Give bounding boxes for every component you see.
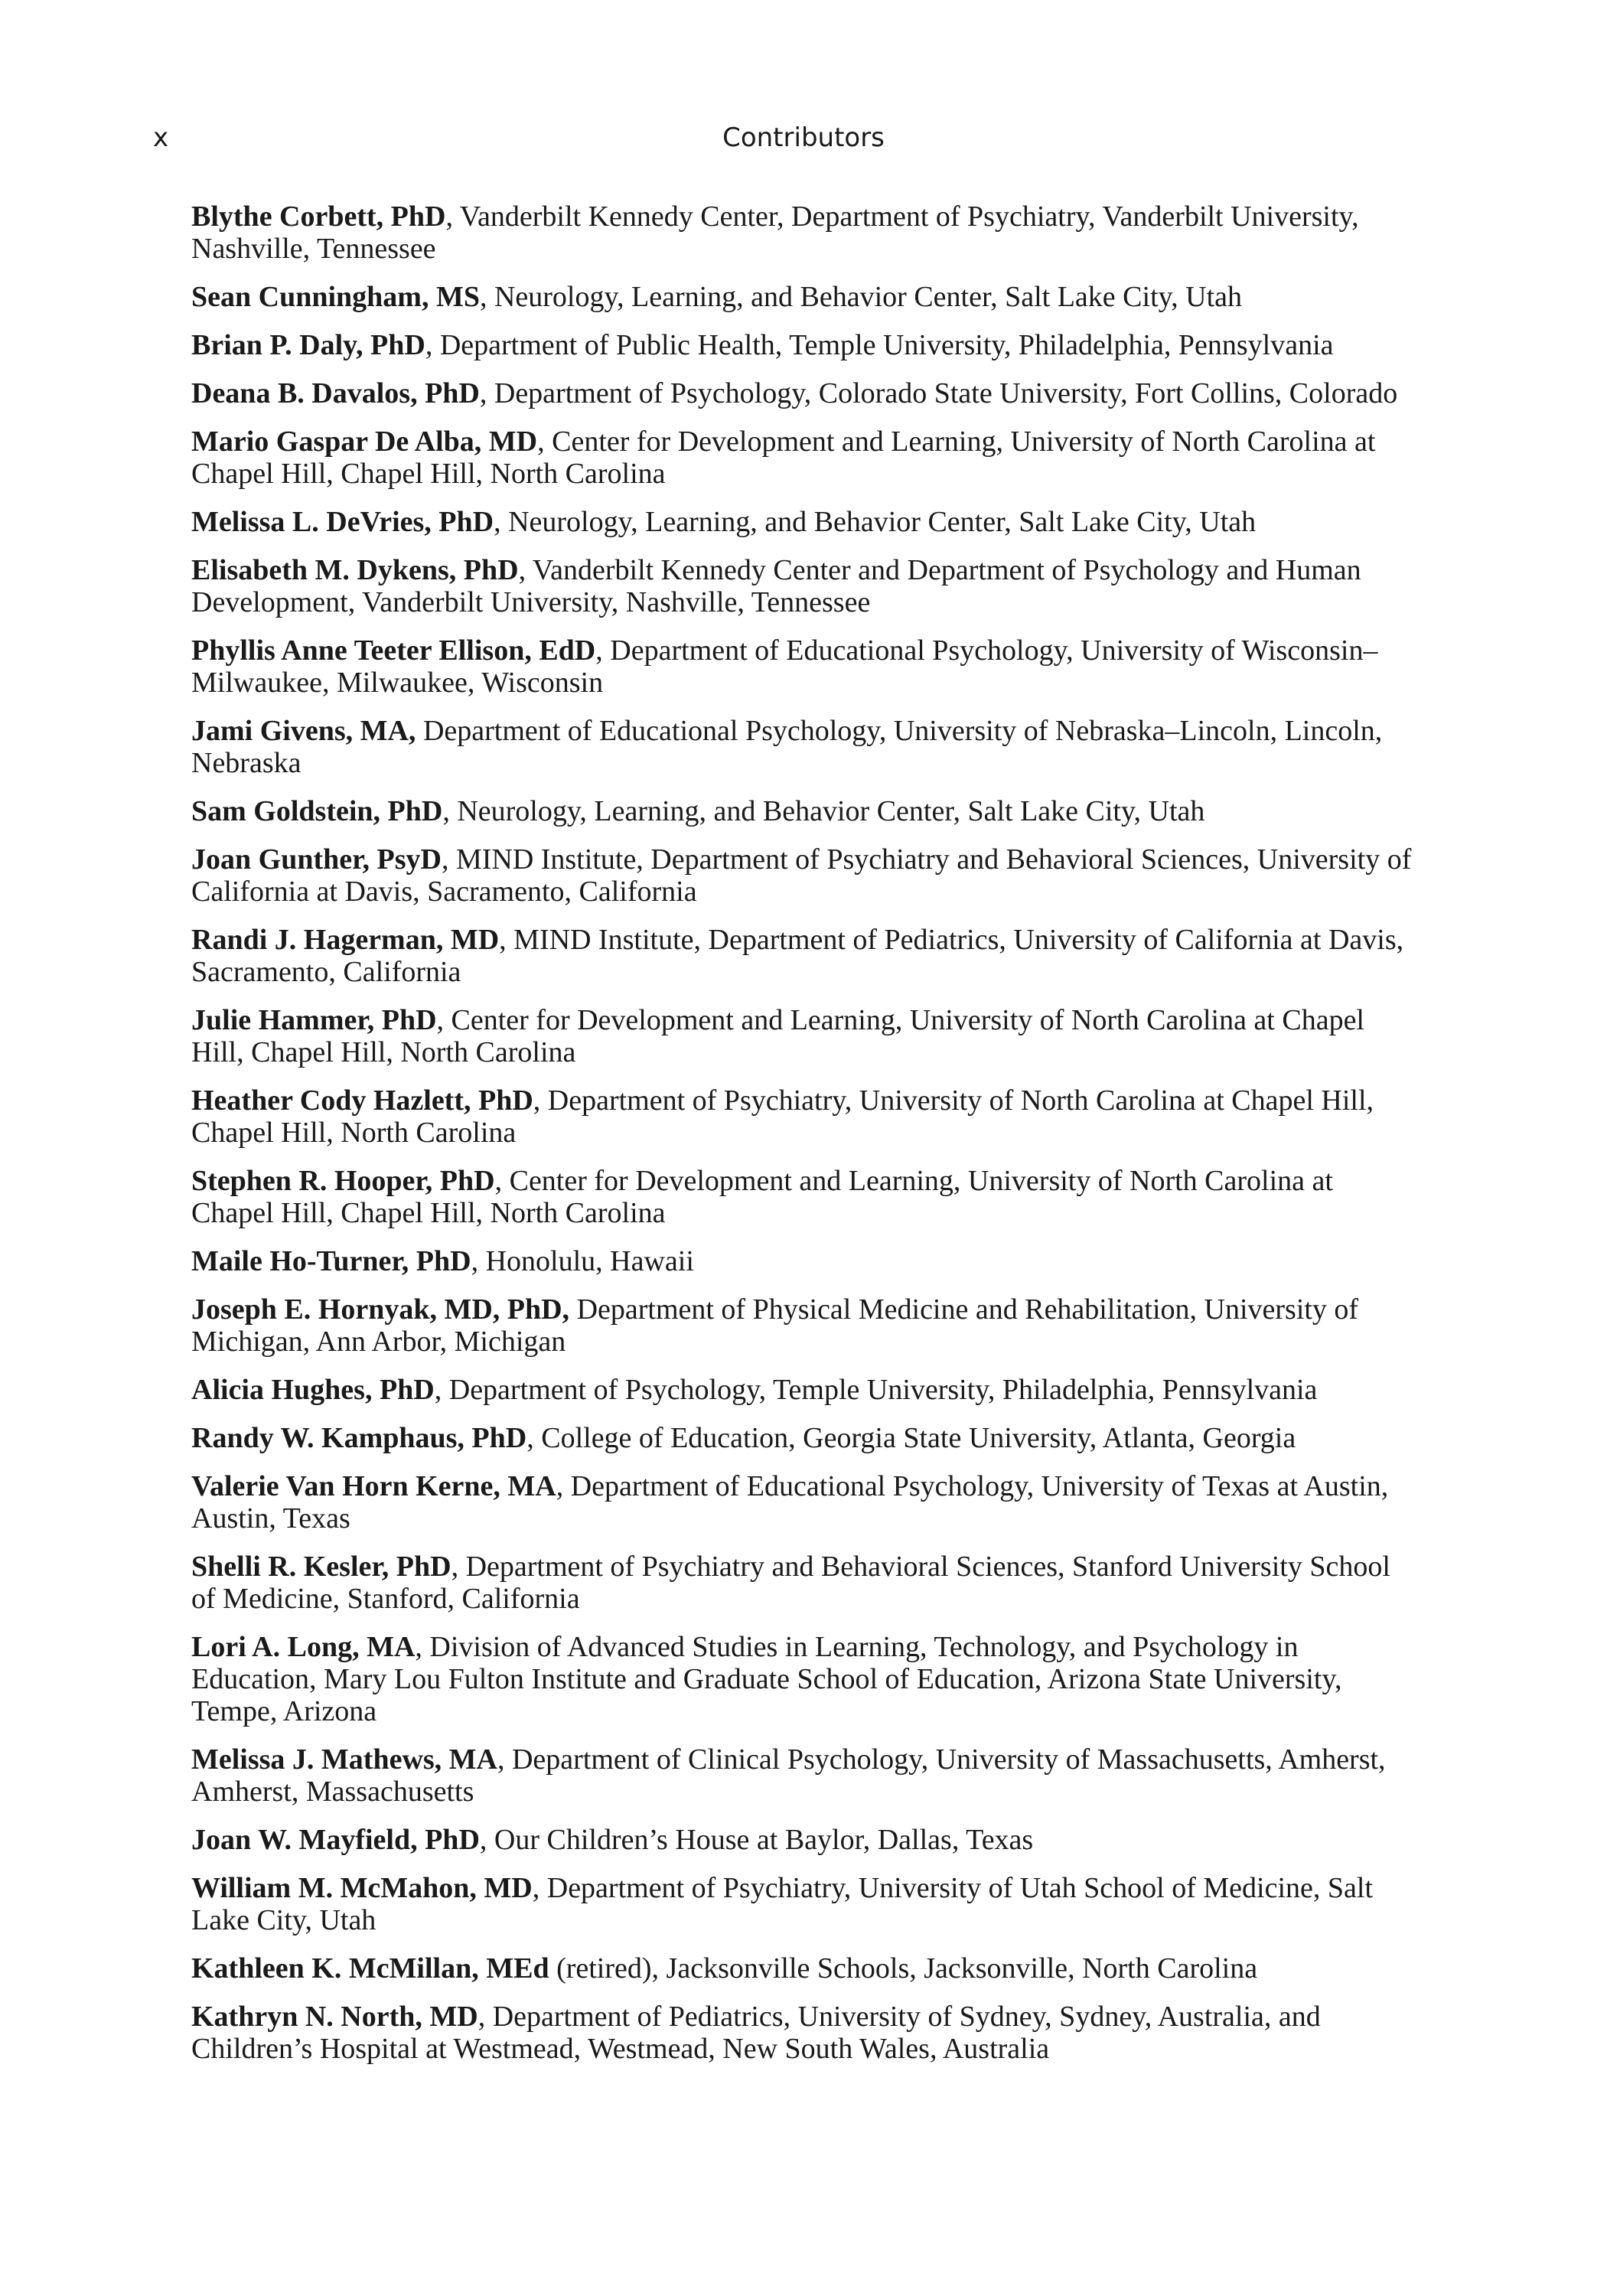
contributor-entry: [191, 506, 1416, 538]
running-head: Contributors: [722, 122, 885, 153]
contributor-affiliation: Department of Psychology, Colorado State University, Fort Collins, Colorado: [494, 377, 1398, 409]
contributor-name: Blythe Corbett, PhD: [191, 201, 446, 233]
separator: ,: [494, 506, 509, 538]
contributor-name: Valerie Van Horn Kerne, MA: [191, 1470, 556, 1502]
contributor-affiliation: Department of Educational Psychology, University of Nebraska–Lincoln, Lincoln, Nebraska: [191, 715, 1383, 779]
contributor-affiliation: College of Education, Georgia State University, Atlanta, Georgia: [541, 1422, 1296, 1454]
separator: ,: [436, 1004, 451, 1036]
contributor-name: Kathryn N. North, MD: [191, 2001, 478, 2033]
contributor-affiliation: MIND Institute, Department of Pediatrics, University of California at Davis, Sacramento, California: [191, 924, 1404, 988]
contributor-affiliation: Department of Psychiatry, University of Utah School of Medicine, Salt Lake City, Utah: [191, 1872, 1374, 1936]
contributor-entry: [191, 924, 1416, 988]
separator: ,: [479, 281, 494, 313]
contributor-entry: [191, 2001, 1416, 2065]
contributor-name: Kathleen K. McMillan, MEd: [191, 1952, 549, 1985]
contributor-affiliation: (retired), Jacksonville Schools, Jacksonville, North Carolina: [556, 1952, 1258, 1985]
contributor-affiliation: Neurology, Learning, and Behavior Center, Salt Lake City, Utah: [494, 281, 1243, 313]
separator: ,: [497, 1743, 512, 1776]
contributor-entry: [191, 1551, 1416, 1615]
contributor-entry: [191, 1084, 1416, 1149]
separator: ,: [442, 795, 458, 827]
separator: ,: [451, 1551, 466, 1583]
contributor-affiliation: Our Children’s House at Baylor, Dallas, Texas: [494, 1824, 1034, 1856]
contributor-entry: [191, 329, 1416, 361]
contributor-name: Heather Cody Hazlett, PhD: [191, 1084, 533, 1117]
separator: ,: [556, 1470, 571, 1502]
separator: ,: [479, 377, 494, 409]
contributor-affiliation: Department of Psychiatry and Behavioral Sciences, Stanford University School of Medicine, Stanford, California: [191, 1551, 1390, 1615]
contributor-name: Maile Ho-Turner, PhD: [191, 1245, 471, 1277]
contributor-name: Jami Givens, MA,: [191, 715, 416, 747]
contributor-affiliation: Department of Public Health, Temple University, Philadelphia, Pennsylvania: [439, 329, 1334, 361]
contributor-name: Shelli R. Kesler, PhD: [191, 1551, 451, 1583]
separator: ,: [518, 554, 533, 586]
separator: ,: [434, 1374, 449, 1406]
contributor-affiliation: Department of Physical Medicine and Rehabilitation, University of Michigan, Ann Arbor, Michigan: [191, 1293, 1359, 1358]
page-number: x: [153, 122, 169, 153]
separator: [549, 1952, 557, 1985]
contributor-affiliation: Department of Psychiatry, University of North Carolina at Chapel Hill, Chapel Hill, North Carolina: [191, 1084, 1374, 1149]
contributor-entry: [191, 1631, 1416, 1727]
separator: ,: [471, 1245, 486, 1277]
contributor-affiliation: Department of Psychology, Temple University, Philadelphia, Pennsylvania: [448, 1374, 1318, 1406]
separator: [416, 715, 423, 747]
contributor-name: William M. McMahon, MD: [191, 1872, 533, 1904]
contributor-affiliation: Department of Educational Psychology, University of Texas at Austin, Austin, Texas: [191, 1470, 1389, 1534]
separator: ,: [479, 1824, 494, 1856]
contributor-entry: [191, 281, 1416, 313]
contributor-affiliation: Vanderbilt Kennedy Center and Department of Psychology and Human Development, Vanderbilt University, Nashville, Tennessee: [191, 554, 1361, 618]
contributor-name: Joseph E. Hornyak, MD, PhD,: [191, 1293, 570, 1326]
contributor-name: Alicia Hughes, PhD: [191, 1374, 435, 1406]
contributor-affiliation: Division of Advanced Studies in Learning, Technology, and Psychology in Education, Mary Lou Fulton Institute and Graduate School of Education, Arizona State University, Tempe, Arizona: [191, 1631, 1342, 1727]
contributor-name: Phyllis Anne Teeter Ellison, EdD: [191, 634, 596, 667]
contributor-affiliation: MIND Institute, Department of Psychiatry and Behavioral Sciences, University of California at Davis, Sacramento, California: [191, 843, 1412, 908]
separator: ,: [445, 201, 460, 233]
separator: [569, 1293, 577, 1326]
contributor-entry: [191, 1374, 1416, 1406]
separator: ,: [532, 1872, 547, 1904]
contributor-name: Randy W. Kamphaus, PhD: [191, 1422, 527, 1454]
separator: ,: [415, 1631, 430, 1663]
contributor-name: Lori A. Long, MA: [191, 1631, 416, 1663]
separator: ,: [499, 924, 514, 956]
contributor-name: Randi J. Hagerman, MD: [191, 924, 500, 956]
contributor-entry: [191, 1165, 1416, 1229]
contributor-affiliation: Neurology, Learning, and Behavior Center, Salt Lake City, Utah: [508, 506, 1257, 538]
contributor-affiliation: Center for Development and Learning, University of North Carolina at Chapel Hill, Chapel Hill, North Carolina: [191, 426, 1376, 490]
contributor-affiliation: Honolulu, Hawaii: [485, 1245, 694, 1277]
contributor-name: Joan W. Mayfield, PhD: [191, 1824, 480, 1856]
contributor-name: Sam Goldstein, PhD: [191, 795, 443, 827]
contributor-name: Joan Gunther, PsyD: [191, 843, 442, 876]
contributor-entry: [191, 1422, 1416, 1454]
contributor-name: Sean Cunningham, MS: [191, 281, 480, 313]
contributor-entry: [191, 426, 1416, 490]
contributor-entry: [191, 634, 1416, 699]
contributor-entry: [191, 1952, 1416, 1985]
contributor-affiliation: Center for Development and Learning, University of North Carolina at Chapel Hill, Chapel Hill, North Carolina: [191, 1165, 1333, 1229]
contributor-name: Elisabeth M. Dykens, PhD: [191, 554, 519, 586]
contributor-entry: [191, 795, 1416, 827]
contributor-entry: [191, 554, 1416, 618]
separator: ,: [533, 1084, 548, 1117]
contributor-name: Melissa J. Mathews, MA: [191, 1743, 497, 1776]
contributor-affiliation: Department of Educational Psychology, University of Wisconsin–Milwaukee, Milwaukee, Wisconsin: [191, 634, 1378, 699]
contributor-affiliation: Department of Pediatrics, University of Sydney, Sydney, Australia, and Children’s Hospital at Westmead, Westmead, New South Wales, Australia: [191, 2001, 1321, 2065]
contributor-entry: [191, 1743, 1416, 1808]
contributor-name: Brian P. Daly, PhD: [191, 329, 425, 361]
separator: ,: [526, 1422, 542, 1454]
contributor-name: Stephen R. Hooper, PhD: [191, 1165, 495, 1197]
contributor-affiliation: Center for Development and Learning, University of North Carolina at Chapel Hill, Chapel Hill, North Carolina: [191, 1004, 1364, 1068]
contributor-entry: [191, 715, 1416, 779]
separator: ,: [478, 2001, 493, 2033]
contributor-entry: [191, 843, 1416, 908]
contributor-entry: [191, 201, 1416, 265]
contributor-entry: [191, 377, 1416, 409]
separator: ,: [595, 634, 611, 667]
contributor-list: [191, 201, 1416, 2081]
contributor-entry: [191, 1872, 1416, 1936]
contributor-name: Melissa L. DeVries, PhD: [191, 506, 494, 538]
separator: ,: [441, 843, 456, 876]
contributor-affiliation: Department of Clinical Psychology, University of Massachusetts, Amherst, Amherst, Massachusetts: [191, 1743, 1386, 1808]
contributor-name: Julie Hammer, PhD: [191, 1004, 437, 1036]
separator: ,: [494, 1165, 510, 1197]
contributor-entry: [191, 1245, 1416, 1277]
contributor-entry: [191, 1004, 1416, 1068]
contributor-name: Deana B. Davalos, PhD: [191, 377, 480, 409]
contributor-entry: [191, 1470, 1416, 1534]
separator: ,: [425, 329, 440, 361]
separator: ,: [537, 426, 553, 458]
contributor-entry: [191, 1293, 1416, 1358]
contributor-name: Mario Gaspar De Alba, MD: [191, 426, 538, 458]
contributor-entry: [191, 1824, 1416, 1856]
contributor-affiliation: Vanderbilt Kennedy Center, Department of Psychiatry, Vanderbilt University, Nashville, Tennessee: [191, 201, 1359, 265]
contributor-affiliation: Neurology, Learning, and Behavior Center, Salt Lake City, Utah: [457, 795, 1205, 827]
